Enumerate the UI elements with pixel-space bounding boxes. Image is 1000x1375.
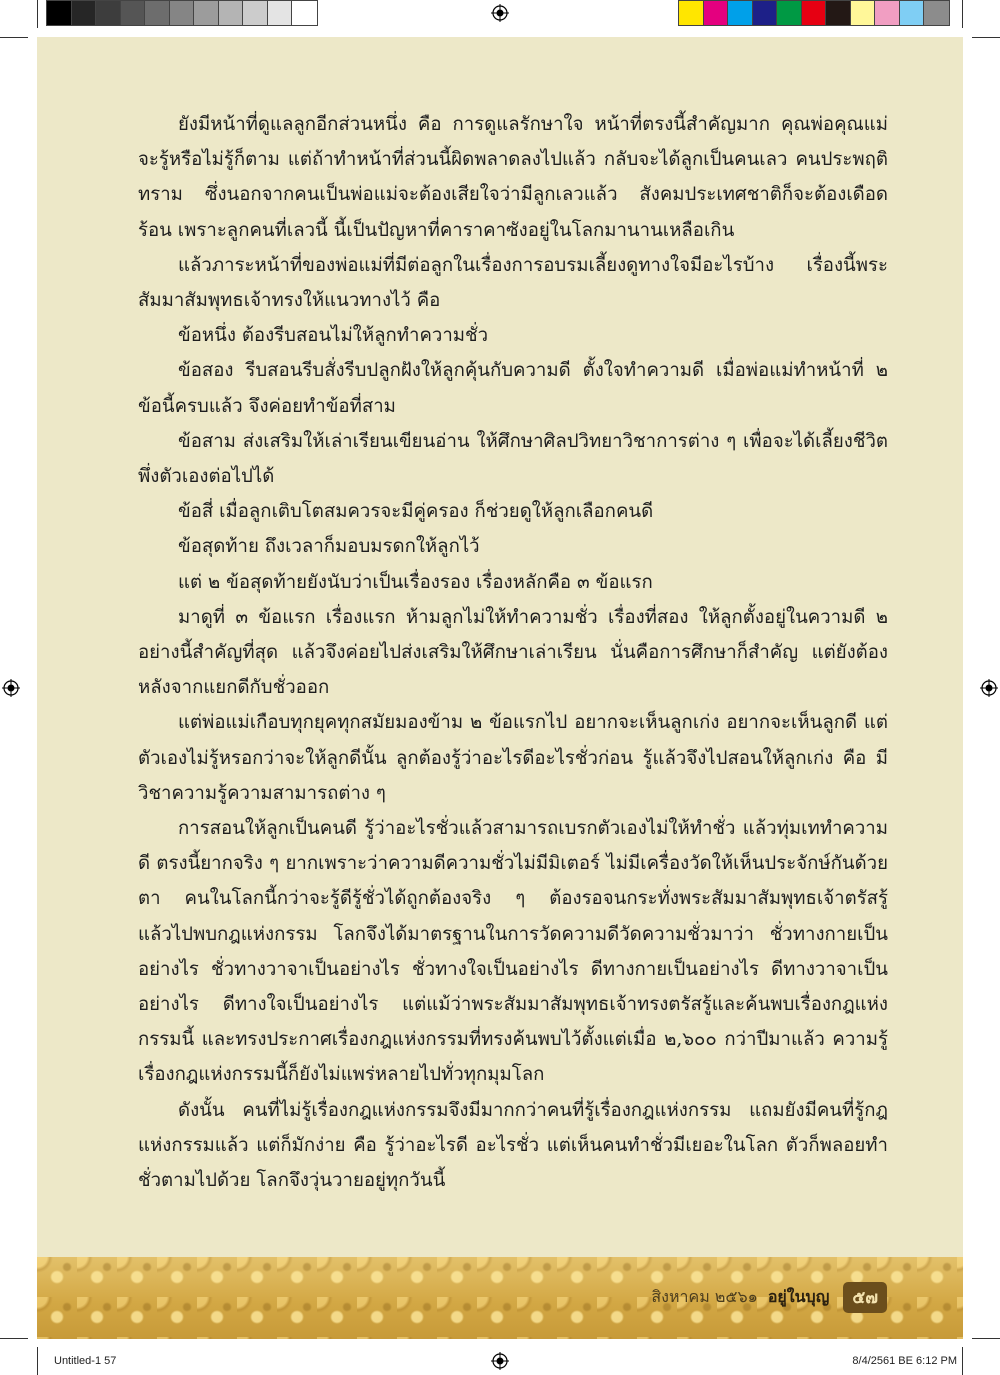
crop-mark <box>0 1338 28 1339</box>
paragraph: ข้อหนึ่ง ต้องรีบสอนไม่ให้ลูกทำความชั่ว <box>178 325 489 347</box>
paragraph: แต่พ่อแม่เกือบทุกยุคทุกสมัยมองข้าม ๒ ข้อแรกไป อยากจะเห็นลูกเก่ง อยากจะเห็นลูกดี แต่ตัวเองไม่รู้หรอกว่าจะให้ลูกดีนั้น ลูกต้องรู้ว่าอะไรดีอะไรชั่วก่อน รู้แล้วจึงไปสอนให้ลูกเก่ง คือ มีวิชาความรู้ความสามารถต่าง ๆ <box>138 712 888 804</box>
paragraph: ยังมีหน้าที่ดูแลลูกอีกส่วนหนึ่ง คือ การดูแลรักษาใจ หน้าที่ตรงนี้สำคัญมาก คุณพ่อคุณแม่จะรู้หรือไม่รู้ก็ตาม แต่ถ้าทำหน้าที่ส่วนนี้ผิดพลาดลงไปแล้ว กลับจะได้ลูกเป็นคนเลว คนประพฤติทราม ซึ่งนอกจากคนเป็นพ่อแม่จะต้องเสียใจว่ามีลูกเลวแล้ว สังคมประเทศชาติก็จะต้องเดือดร้อน เพราะลูกคนที่เลวนี้ นี้เป็นปัญหาที่คาราคาซังอยู่ในโลกมานานเหลือเกิน <box>138 114 888 241</box>
color-swatch <box>47 1 72 25</box>
crop-mark <box>37 1347 38 1375</box>
color-swatch <box>72 1 97 25</box>
color-swatch <box>292 1 317 25</box>
crop-mark <box>962 0 963 28</box>
slug-filename: Untitled-1 57 <box>54 1355 117 1367</box>
color-swatch <box>728 1 753 25</box>
color-swatch <box>875 1 900 25</box>
magazine-title: อยู่ในบุญ <box>767 1287 830 1306</box>
crop-mark <box>37 0 38 28</box>
magazine-page <box>37 37 963 1339</box>
paragraph: ข้อสี่ เมื่อลูกเติบโตสมควรจะมีคู่ครอง ก็ช่วยดูให้ลูกเลือกคนดี <box>178 501 654 523</box>
color-swatch <box>826 1 851 25</box>
color-swatch <box>802 1 827 25</box>
color-swatch <box>170 1 195 25</box>
color-swatch <box>679 1 704 25</box>
paragraph: ข้อสุดท้าย ถึงเวลาก็มอบมรดกให้ลูกไว้ <box>178 536 480 558</box>
color-swatch <box>268 1 293 25</box>
article-body <box>138 107 888 1198</box>
color-swatch <box>145 1 170 25</box>
crop-mark <box>0 37 28 38</box>
color-swatch <box>777 1 802 25</box>
color-swatch <box>121 1 146 25</box>
paragraph: การสอนให้ลูกเป็นคนดี รู้ว่าอะไรชั่วแล้วสามารถเบรกตัวเองไม่ให้ทำชั่ว แล้วทุ่มเททำความดี ตรงนี้ยากจริง ๆ ยากเพราะว่าความดีความชั่วไม่มีมิเตอร์ ไม่มีเครื่องวัดให้เห็นประจักษ์กันด้วยตา คนในโลกนี้กว่าจะรู้ดีรู้ชั่วได้ถูกต้องจริง ๆ ต้องรอจนกระทั่งพระสัมมาสัมพุทธเจ้าตรัสรู้แล้วไปพบกฎแห่งกรรม โลกจึงได้มาตรฐานในการวัดความดีวัดความชั่วมาว่า ชั่วทางกายเป็นอย่างไร ชั่วทางวาจาเป็นอย่างไร ชั่วทางใจเป็นอย่างไร ดีทางกายเป็นอย่างไร ดีทางวาจาเป็นอย่างไร ดีทางใจเป็นอย่างไร แต่แม้ว่าพระสัมมาสัมพุทธเจ้าทรงตรัสรู้และค้นพบเรื่องกฎแห่งกรรมนี้ และทรงประกาศเรื่องกฎแห่งกรรมที่ทรงค้นพบไว้ตั้งแต่เมื่อ ๒,๖๐๐ กว่าปีมาแล้ว ความรู้เรื่องกฎแห่งกรรมนี้ก็ยังไม่แพร่หลายไปทั่วทุกมุมโลก <box>138 818 888 1086</box>
paragraph: ข้อสอง รีบสอนรีบสั่งรีบปลูกฝังให้ลูกคุ้นกับความดี ตั้งใจทำความดี เมื่อพ่อแม่ทำหน้าที่ ๒ ข้อนี้ครบแล้ว จึงค่อยทำข้อที่สาม <box>138 360 888 417</box>
footer-info <box>651 1282 887 1313</box>
color-swatch <box>219 1 244 25</box>
issue-date: สิงหาคม ๒๕๖๑ <box>651 1287 758 1306</box>
paragraph: ข้อสาม ส่งเสริมให้เล่าเรียนเขียนอ่าน ให้ศึกษาศิลปวิทยาวิชาการต่าง ๆ เพื่อจะได้เลี้ยงชีวิตพึ่งตัวเองต่อไปได้ <box>138 430 888 488</box>
color-swatch <box>243 1 268 25</box>
paragraph: แล้วภาระหน้าที่ของพ่อแม่ที่มีต่อลูกในเรื่องการอบรมเลี้ยงดูทางใจมีอะไรบ้าง เรื่องนี้พระสัมมาสัมพุทธเจ้าทรงให้แนวทางไว้ คือ <box>138 254 888 312</box>
color-swatch <box>96 1 121 25</box>
registration-mark-icon <box>2 679 20 697</box>
crop-mark <box>962 1347 963 1375</box>
registration-mark-icon <box>491 4 509 22</box>
grayscale-color-bar <box>46 0 318 26</box>
slug-timestamp: 8/4/2561 BE 6:12 PM <box>852 1355 957 1367</box>
color-swatch <box>194 1 219 25</box>
footer-ornament-band <box>37 1257 963 1339</box>
process-color-bar <box>678 0 950 26</box>
color-swatch <box>704 1 729 25</box>
color-swatch <box>900 1 925 25</box>
crop-mark <box>972 37 1000 38</box>
crop-mark <box>972 1338 1000 1339</box>
paragraph: ดังนั้น คนที่ไม่รู้เรื่องกฎแห่งกรรมจึงมีมากกว่าคนที่รู้เรื่องกฎแห่งกรรม แถมยังมีคนที่รู้กฎแห่งกรรมแล้ว แต่ก็มักง่าย คือ รู้ว่าอะไรดี อะไรชั่ว แต่เห็นคนทำชั่วมีเยอะในโลก ตัวก็พลอยทำชั่วตามไปด้วย โลกจึงวุ่นวายอยู่ทุกวันนี้ <box>138 1099 888 1192</box>
color-swatch <box>753 1 778 25</box>
paragraph: แต่ ๒ ข้อสุดท้ายยังนับว่าเป็นเรื่องรอง เรื่องหลักคือ ๓ ข้อแรก <box>178 571 653 593</box>
color-swatch <box>924 1 949 25</box>
registration-mark-icon <box>491 1352 509 1370</box>
page-number: ๕๗ <box>843 1282 887 1313</box>
registration-mark-icon <box>980 679 998 697</box>
paragraph: มาดูที่ ๓ ข้อแรก เรื่องแรก ห้ามลูกไม่ให้ทำความชั่ว เรื่องที่สอง ให้ลูกตั้งอยู่ในความดี ๒ อย่างนี้สำคัญที่สุด แล้วจึงค่อยไปส่งเสริมให้ศึกษาเล่าเรียน นั่นคือการศึกษาก็สำคัญ แต่ยังต้องหลังจากแยกดีกับชั่วออก <box>138 606 888 699</box>
color-swatch <box>851 1 876 25</box>
